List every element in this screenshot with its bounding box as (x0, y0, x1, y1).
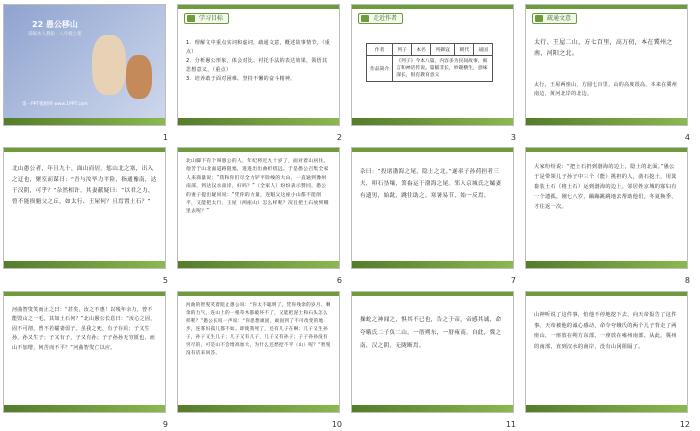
slide-3-canvas (351, 4, 514, 126)
slide-8-body: 大家纷纷说：“把土石扔到渤海的边上，隐土的北面。”愚公于是带领儿子孙子中三个（能）挑担的人，凿石挖土，用箕畚装土石（将土石）运到渤海的边上。邻居姓京城的寡妇有一个遗孤，刚七八岁，蹦蹦跳跳地去帮助他们。冬夏换季，才往返一次。 (534, 164, 677, 210)
slide-bottom-bar (178, 118, 339, 125)
table-cell: 本名 (412, 44, 431, 56)
slide-top-bar (178, 5, 339, 9)
slide-thumbnail-11[interactable] (348, 287, 522, 430)
slide-number: 12 (679, 420, 690, 429)
slide-1-title: 22 愚公移山 (32, 20, 78, 29)
slide-top-bar (4, 148, 165, 152)
slide-top-bar (4, 292, 165, 296)
slide-bottom-bar (4, 261, 165, 268)
table-cell: 朝代 (455, 44, 474, 56)
slide-9-body: 河曲智叟笑而止之曰：“甚矣，汝之不惠！以残年余力，曾不能毁山之一毛，其如土石何？”北山愚公长息曰：“汝心之固，固不可彻，曾不若孀妻弱子。虽我之死，有子存焉；子又生孙，孙又生子；子又有子，子又有孙；子子孙孙无穷匮也，而山不加增，何苦而不平？”河曲智叟亡以应。 (12, 307, 156, 351)
slide-number: 8 (684, 276, 690, 285)
slide-number: 3 (510, 133, 516, 142)
badge-icon (535, 15, 543, 22)
slide-top-bar (526, 5, 687, 9)
slide-number: 7 (510, 276, 516, 285)
slide-8-canvas (525, 147, 688, 269)
slide-5-body: 北山愚公者，年且九十，面山而居。惩山北之塞，出入之迂也，聚室而谋曰：“吾与汝毕力平险，指通豫南，达于汉阴，可乎？”杂然相许。其妻献疑曰：“以君之力，曾不能损魁父之丘，如太行、王屋何？且焉置土石？” (12, 166, 157, 205)
slide-bottom-bar (4, 405, 165, 412)
badge-label: 疏通文意 (547, 15, 572, 22)
badge-label: 走近作者 (373, 15, 398, 22)
slide-number: 11 (505, 420, 516, 429)
slide-bottom-bar (352, 261, 513, 268)
slide-top-bar (352, 148, 513, 152)
badge-icon (187, 15, 195, 22)
slide-thumbnail-4[interactable] (522, 0, 696, 143)
slide-thumbnail-6[interactable] (174, 143, 348, 286)
slide-number: 2 (336, 133, 342, 142)
author-table (366, 43, 493, 82)
slide-12-canvas (525, 291, 688, 413)
table-cell: 列子 (393, 44, 412, 56)
boy-illustration (126, 55, 152, 99)
slide-top-bar (178, 292, 339, 296)
slide-6-body: 北山脚下有个叫愚公的人，年纪将近九十岁了，面对着山居住。他苦于山北面道路阻塞，进进出出曲折绕远。于是愚公召集全家人来商量说：“我和你们尽全力铲平险峻的大山，一直通到豫州南部，到达汉水南岸，好吗？”（全家人）纷纷表示赞同。愚公的妻子提出疑问说：“凭你的力量，连魁父这座小山都不能削平，又能把太行、王屋（两座山）怎么样呢？况且把土石放到哪里去呢？” (186, 159, 329, 215)
slide-4-original: 太行、王屋二山，方七百里，高万仞，本在冀州之南，河阳之北。 (534, 39, 673, 57)
slide-bottom-bar (526, 405, 687, 412)
goal-line: 2．分析愚公形象，体会对比、衬托手法的表达效果，领悟其思想意义。（重点） (186, 58, 328, 73)
slide-9-canvas (3, 291, 166, 413)
slide-thumbnail-10[interactable] (174, 287, 348, 430)
section-badge (184, 13, 229, 24)
slide-number: 10 (331, 420, 342, 429)
slide-thumbnail-5[interactable] (0, 143, 174, 286)
slide-bottom-bar (4, 118, 165, 125)
slide-thumbnail-12[interactable] (522, 287, 696, 430)
slide-2-body (186, 39, 331, 84)
slide-10-canvas (177, 291, 340, 413)
slide-7-body: 杂曰：“投诸渤海之尾，隐土之北。”遂率子孙荷担者三夫，叩石垦壤，箕畚运于渤海之尾。邻人京城氏之孀妻有遗男，始龀，跳往助之。寒暑易节，始一反焉。 (360, 169, 502, 199)
slide-7-canvas (351, 147, 514, 269)
slide-thumbnail-3[interactable] (348, 0, 522, 143)
table-cell: 作品简介 (367, 56, 393, 82)
slide-5-canvas (3, 147, 166, 269)
section-badge (358, 13, 403, 24)
goal-line: 1．理解文中重点实词和虚词，疏通文意，概述故事情节。（重点） (186, 40, 331, 55)
slide-number: 5 (162, 276, 168, 285)
table-cell: 《列子》今本八篇，内容多为民间故事、寓言和神话传说。篇幅非长，妙趣横生，意味深长，很有教育意义 (393, 56, 493, 82)
slide-12-body: 山神听说了这件事，怕他不停地挖下去，向天帝报告了这件事。天帝被他的诚心感动，命令夸娥氏的两个儿子背走了两座山，一座放在朔方东部，一座放在雍州南部。从此，冀州的南部，直到汉水的南岸，没有山冈阻隔了。 (534, 312, 677, 350)
slide-top-bar (178, 148, 339, 152)
section-badge (532, 13, 577, 24)
slide-bottom-bar (178, 261, 339, 268)
slide-thumbnail-9[interactable] (0, 287, 174, 430)
badge-icon (361, 15, 369, 22)
slide-11-canvas (351, 291, 514, 413)
slide-11-body: 操蛇之神闻之，惧其不已也，告之于帝。帝感其诚，命夸娥氏二子负二山，一厝朔东，一厝雍南。自此，冀之南，汉之阴，无陇断焉。 (360, 317, 502, 349)
slide-top-bar (352, 5, 513, 9)
slide-number: 1 (162, 133, 168, 142)
slide-bottom-bar (526, 261, 687, 268)
table-cell: 战国 (474, 44, 493, 56)
slide-6-canvas (177, 147, 340, 269)
table-cell: 作者 (367, 44, 393, 56)
slide-1-subtitle: 部编本人教版 · 八年级上册 (28, 32, 82, 37)
old-man-illustration (92, 35, 126, 95)
slide-4-canvas (525, 4, 688, 126)
slide-number: 6 (336, 276, 342, 285)
slide-2-canvas (177, 4, 340, 126)
slide-top-bar (526, 292, 687, 296)
slide-thumbnail-8[interactable] (522, 143, 696, 286)
slide-4-translation: 太行、王屋两座山，方圆七百里，山的高度很高，本来在冀州南边，黄河北岸的北边。 (534, 82, 678, 97)
slide-thumbnail-7[interactable] (348, 143, 522, 286)
slide-top-bar (352, 292, 513, 296)
slide-thumbnail-2[interactable] (174, 0, 348, 143)
slide-thumbnail-1[interactable] (0, 0, 174, 143)
goal-line: 3．培养敢于面对困难、坚持不懈的奋斗精神。 (186, 76, 296, 82)
slide-bottom-bar (178, 405, 339, 412)
slide-bottom-bar (352, 405, 513, 412)
slide-bottom-bar (352, 118, 513, 125)
slide-10-body: 河曲的智叟笑着阻止愚公说：“你太不聪明了。凭你残余的岁月、剩余的力气，连山上的一根草木都破坏不了，又能把泥土和石头怎么样呢？”愚公长叹一声说：“你思想顽固，顽固到了不可改变的地步，连寡妇孤儿都不如。即使我死了，还有儿子在啊；儿子又生孙子，孙子又生儿子；儿子又有儿子，儿子又有孙子；子子孙孙没有穷尽的，可是山不会增高加大，为什么还愁挖不平（山）呢？”智叟没有话来回答。 (186, 303, 331, 356)
slide-number: 4 (684, 133, 690, 142)
slide-top-bar (526, 148, 687, 152)
slide-number: 9 (162, 420, 168, 429)
table-cell: 列御寇 (431, 44, 455, 56)
badge-label: 学习目标 (199, 15, 224, 22)
slide-1-footer: 第一PPT模板网 www.1PPT.com (22, 102, 88, 107)
slide-1-canvas (3, 4, 166, 126)
slide-bottom-bar (526, 118, 687, 125)
